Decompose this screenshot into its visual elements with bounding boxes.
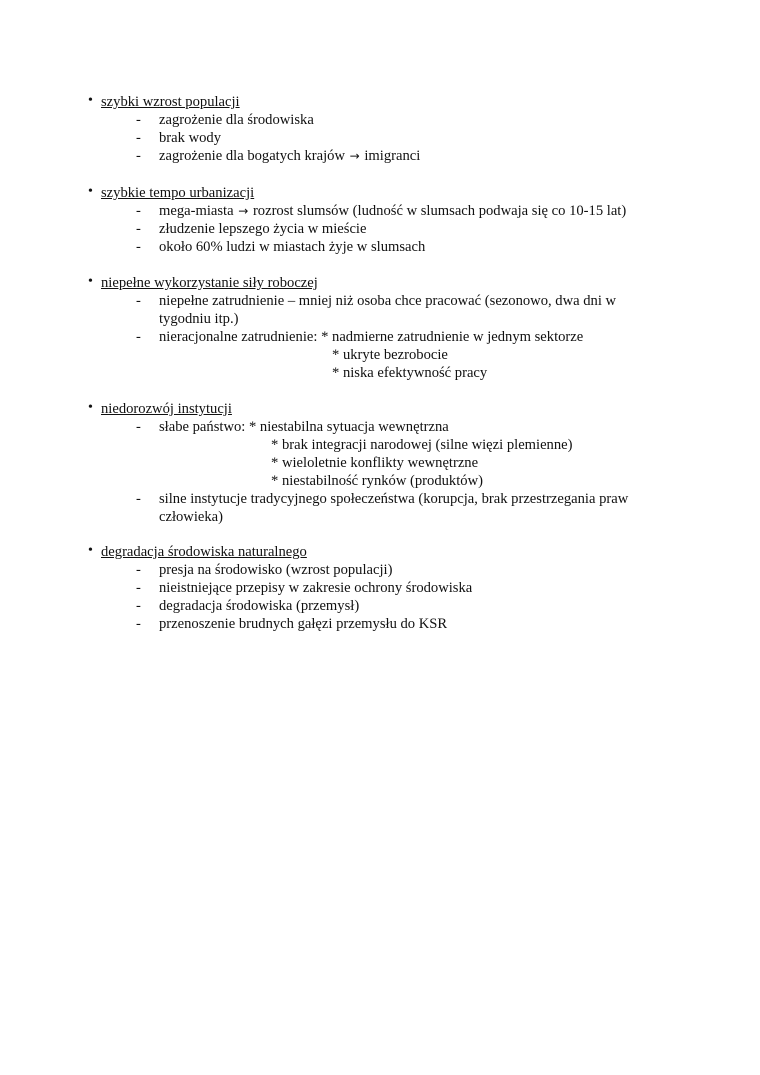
dash-marker: - (136, 239, 141, 255)
section-heading: niedorozwój instytucji (101, 401, 232, 417)
list-item-text: degradacja środowiska (przemysł) (159, 598, 360, 614)
section-heading: szybkie tempo urbanizacji (101, 185, 255, 201)
list-item-text: brak wody (159, 130, 222, 146)
list-item-continuation: człowieka) (159, 509, 224, 525)
list-item-text: złudzenie lepszego życia w mieście (159, 221, 367, 237)
dash-marker: - (136, 598, 141, 614)
list-item-text: presja na środowisko (wzrost populacji) (159, 562, 393, 578)
dash-marker: - (136, 562, 141, 578)
dash-marker: - (136, 112, 141, 128)
arrow-right-icon: → (238, 204, 249, 218)
section-heading: degradacja środowiska naturalnego (101, 544, 307, 560)
dash-marker: - (136, 329, 141, 345)
bullet-icon: • (88, 543, 93, 558)
list-item-text: silne instytucje tradycyjnego społeczeństwa (korupcja, brak przestrzegania praw (159, 491, 629, 507)
dash-marker: - (136, 293, 141, 309)
bullet-icon: • (88, 184, 93, 199)
dash-marker: - (136, 130, 141, 146)
list-item-text: zagrożenie dla bogatych krajów → imigranci (159, 148, 421, 164)
dash-marker: - (136, 580, 141, 596)
list-item-text: niepełne zatrudnienie – mniej niż osoba chce pracować (sezonowo, dwa dni w (159, 293, 617, 309)
section-heading: niepełne wykorzystanie siły roboczej (101, 275, 318, 291)
dash-marker: - (136, 221, 141, 237)
sub-point: * niska efektywność pracy (332, 365, 488, 381)
bullet-icon: • (88, 274, 93, 289)
list-item-text: przenoszenie brudnych gałęzi przemysłu do KSR (159, 616, 448, 632)
dash-marker: - (136, 419, 141, 435)
arrow-right-icon: → (349, 149, 360, 163)
list-item-text: około 60% ludzi w miastach żyje w slumsach (159, 239, 426, 255)
list-item-text: zagrożenie dla środowiska (159, 112, 314, 128)
list-item-continuation: tygodniu itp.) (159, 311, 239, 327)
bullet-icon: • (88, 93, 93, 108)
dash-marker: - (136, 148, 141, 164)
dash-marker: - (136, 616, 141, 632)
list-item-text: mega-miasta → rozrost slumsów (ludność w slumsach podwaja się co 10-15 lat) (159, 203, 627, 219)
sub-point: * brak integracji narodowej (silne więzi plemienne) (271, 437, 573, 453)
sub-point: * wieloletnie konflikty wewnętrzne (271, 455, 479, 471)
bullet-icon: • (88, 400, 93, 415)
list-item-text: nieistniejące przepisy w zakresie ochrony środowiska (159, 580, 473, 596)
section-heading: szybki wzrost populacji (101, 94, 240, 110)
sub-point: * ukryte bezrobocie (332, 347, 448, 363)
list-item-text: nieracjonalne zatrudnienie: * nadmierne zatrudnienie w jednym sektorze (159, 329, 584, 345)
list-item-text: słabe państwo: * niestabilna sytuacja wewnętrzna (159, 419, 449, 435)
dash-marker: - (136, 203, 141, 219)
dash-marker: - (136, 491, 141, 507)
sub-point: * niestabilność rynków (produktów) (271, 473, 483, 489)
